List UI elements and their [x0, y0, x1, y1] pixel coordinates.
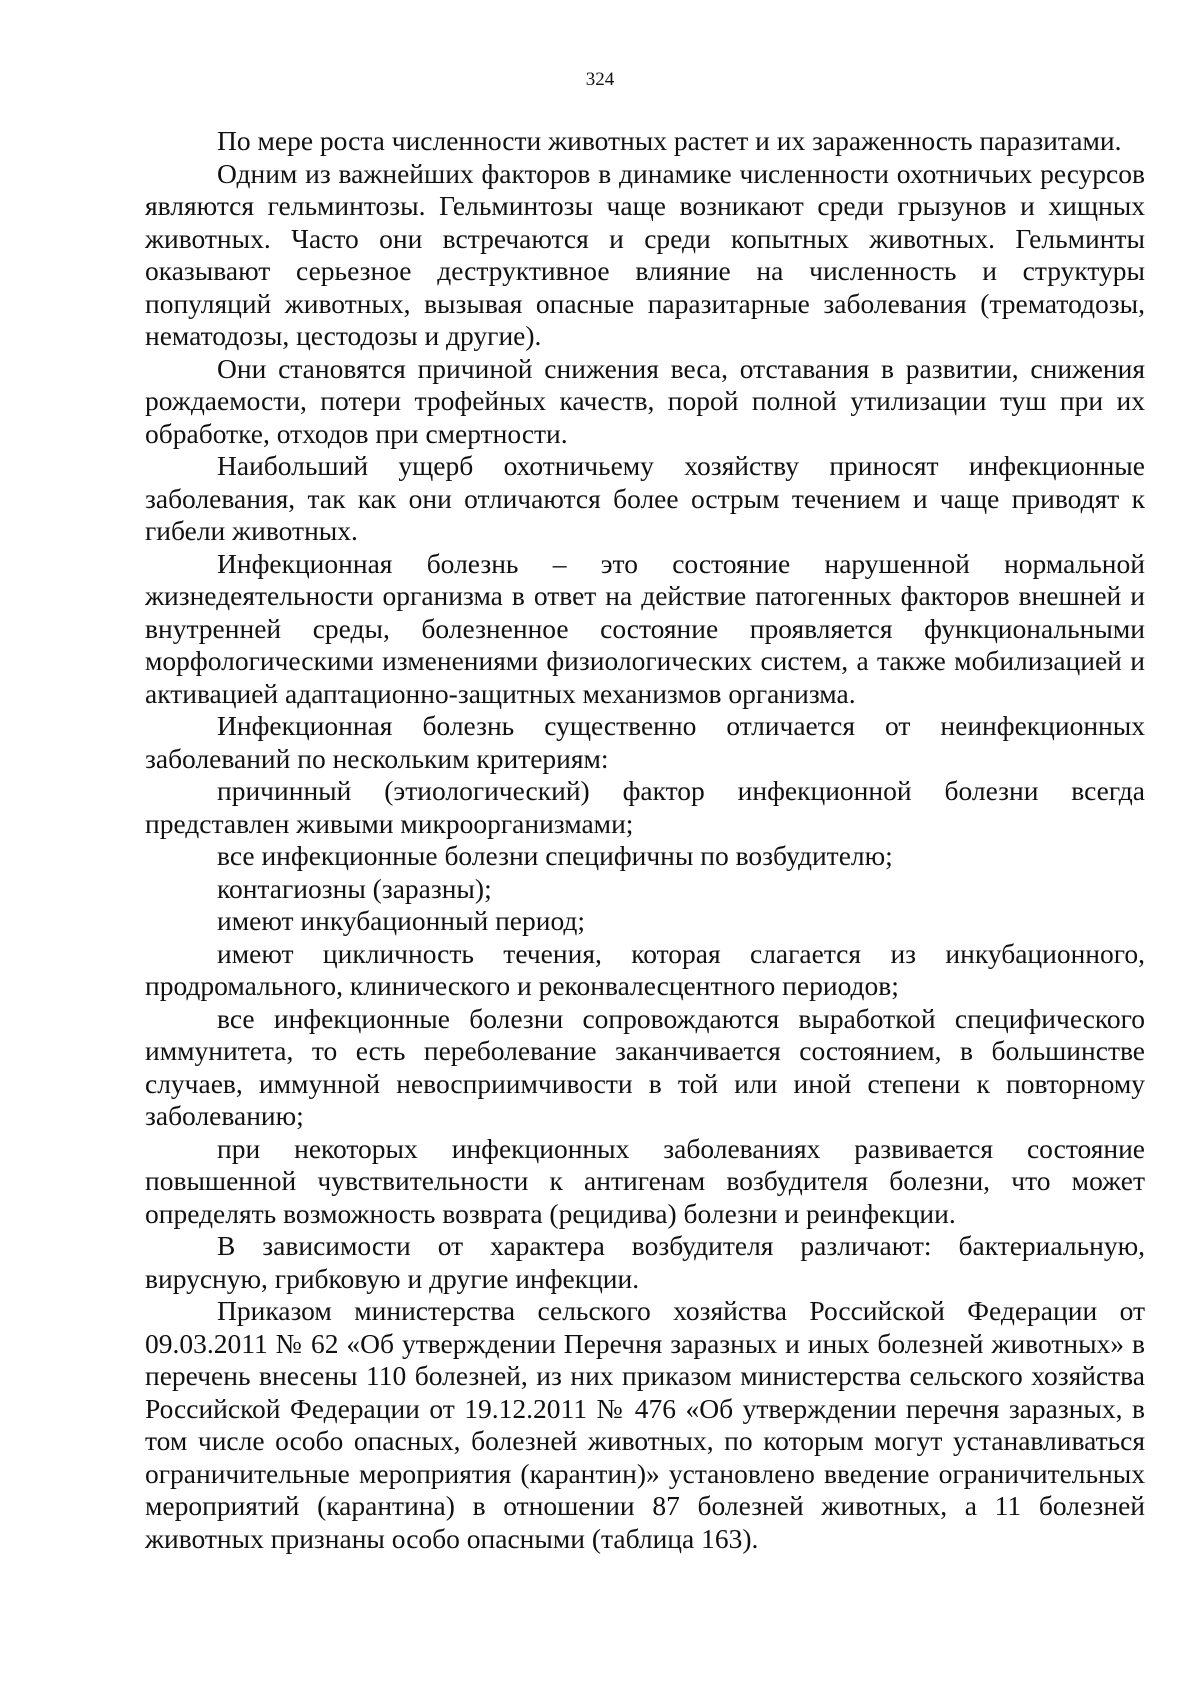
paragraph: Одним из важнейших факторов в динамике численности охотничьих ресурсов являются гельминтозы. Гельминтозы чаще возникают среди грызунов и хищных животных. Часто они встречаются и среди копытных животных. Гельминты оказывают серьезное деструктивное влияние на численность и структуры популяций животных, вызывая опасные паразитарные заболевания (трематодозы, нематодозы, цестодозы и другие).: [145, 157, 1145, 351]
paragraph: В зависимости от характера возбудителя различают: бактериальную, вирусную, грибковую и другие инфекции.: [145, 1230, 1145, 1294]
paragraph: Инфекционная болезнь – это состояние нарушенной нормальной жизнедеятельности организма в ответ на действие патогенных факторов внешней и внутренней среды, болезненное состояние проявляется функциональными морфологическими изменениями физиологических систем, а также мобилизацией и активацией адаптационно-защитных механизмов организма.: [145, 547, 1145, 709]
list-item: все инфекционные болезни специфичны по возбудителю;: [217, 840, 893, 871]
paragraph: Наибольший ущерб охотничьему хозяйству приносят инфекционные заболевания, так как они отличаются более острым течением и чаще приводят к гибели животных.: [145, 450, 1145, 546]
list-item: причинный (этиологический) фактор инфекционной болезни всегда представлен живыми микроорганизмами;: [145, 775, 1145, 839]
body-text: [145, 125, 1145, 1555]
list-item: имеют цикличность течения, которая слагается из инкубационного, продромального, клинического и реконвалесцентного периодов;: [145, 937, 1145, 1001]
paragraph: По мере роста численности животных растет и их зараженность паразитами.: [217, 125, 1122, 156]
page-number: 324: [585, 69, 615, 90]
paragraph: Они становятся причиной снижения веса, отставания в развитии, снижения рождаемости, потери трофейных качеств, порой полной утилизации туш при их обработке, отходов при смертности.: [145, 352, 1145, 449]
list-item: все инфекционные болезни сопровождаются выработкой специфического иммунитета, то есть переболевание заканчивается состоянием, в большинстве случаев, иммунной невосприимчивости в той или иной степени к повторному заболеванию;: [145, 1002, 1145, 1131]
paragraph: Инфекционная болезнь существенно отличается от неинфекционных заболеваний по нескольким критериям:: [145, 710, 1145, 774]
list-item: при некоторых инфекционных заболеваниях развивается состояние повышенной чувствительности к антигенам возбудителя болезни, что может определять возможность возврата (рецидива) болезни и реинфекции.: [145, 1132, 1145, 1229]
list-item: имеют инкубационный период;: [217, 905, 586, 936]
list-item: контагиозны (заразны);: [217, 872, 492, 904]
paragraph: Приказом министерства сельского хозяйства Российской Федерации от 09.03.2011 № 62 «Об утверждении Перечня заразных и иных болезней животных» в перечень внесены 110 болезней, из них приказом министерства сельского хозяйства Российской Федерации от 19.12.2011 № 476 «Об утверждении перечня заразных, в том числе особо опасных, болезней животных, по которым могут устанавливаться ограничительные мероприятия (карантин)» установлено введение ограничительных мероприятий (карантина) в отношении 87 болезней животных, а 11 болезней животных признаны особо опасными (таблица 163).: [145, 1295, 1145, 1554]
